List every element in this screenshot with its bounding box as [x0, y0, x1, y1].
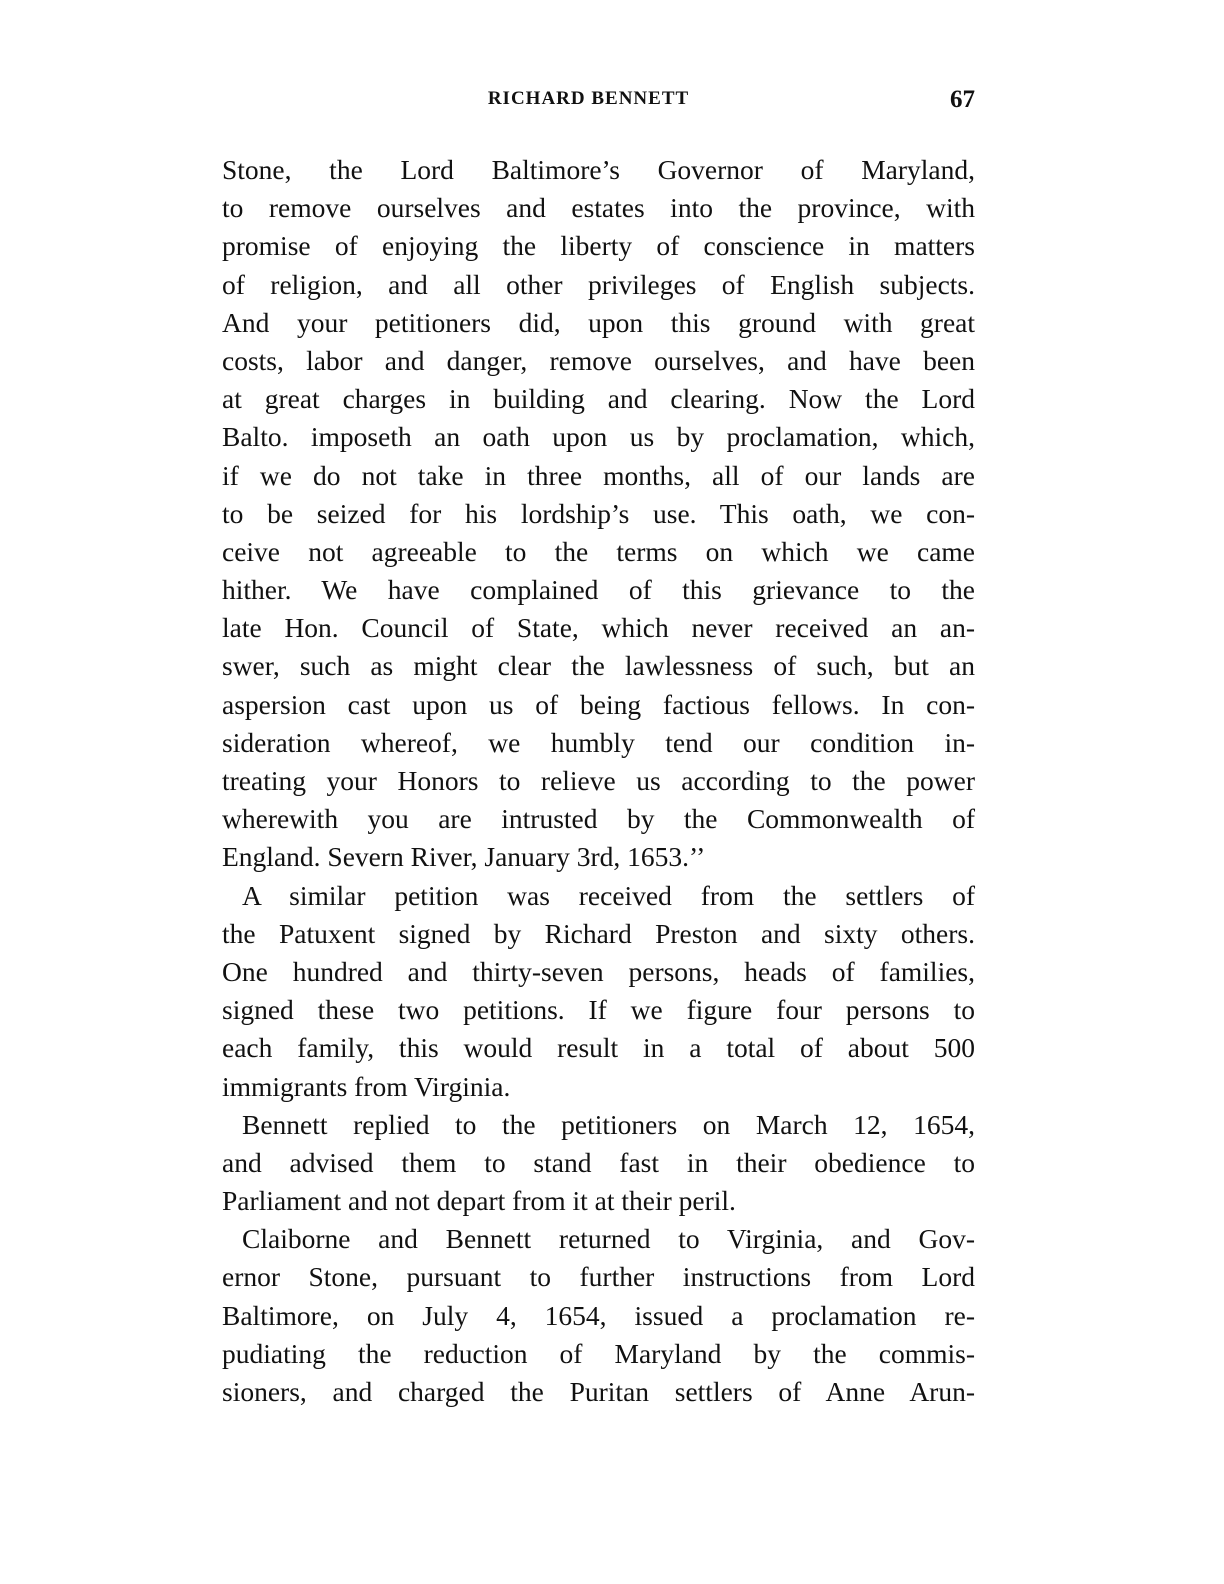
body-text: [222, 151, 975, 1411]
text-line: ernor Stone, pursuant to further instructions from Lord: [222, 1261, 975, 1293]
text-line: Parliament and not depart from it at their peril.: [222, 1185, 736, 1217]
paragraph: [222, 1106, 975, 1221]
text-line: Claiborne and Bennett returned to Virginia, and Gov-: [242, 1223, 975, 1255]
page-number: 67: [950, 86, 975, 113]
text-line: pudiating the reduction of Maryland by the commis-: [222, 1337, 975, 1369]
text-line: to remove ourselves and estates into the province, with: [222, 192, 975, 224]
paragraph: [222, 1220, 975, 1411]
text-line: treating your Honors to relieve us according to the power: [222, 765, 975, 796]
text-line: Bennett replied to the petitioners on March 12, 1654,: [242, 1108, 975, 1140]
text-line: hither. We have complained of this grievance to the: [222, 574, 975, 606]
text-line: if we do not take in three months, all of our lands are: [222, 459, 975, 491]
running-head: RICHARD BENNETT: [487, 88, 690, 109]
text-line: aspersion cast upon us of being factious fellows. In con-: [222, 688, 975, 720]
text-line: to be seized for his lordship’s use. This oath, we con-: [222, 497, 975, 529]
text-line: each family, this would result in a total of about 500: [222, 1032, 975, 1064]
text-line: sideration whereof, we humbly tend our condition in-: [222, 726, 975, 758]
text-line: ceive not agreeable to the terms on which we came: [222, 535, 975, 567]
text-line: immigrants from Virginia.: [222, 1070, 511, 1102]
text-line: wherewith you are intrusted by the Commonwealth of: [222, 803, 975, 835]
text-line: the Patuxent signed by Richard Preston and sixty others.: [222, 917, 975, 949]
paragraph: [222, 877, 975, 1106]
text-line: costs, labor and danger, remove ourselves, and have been: [222, 344, 975, 376]
text-line: Stone, the Lord Baltimore’s Governor of Maryland,: [222, 154, 975, 185]
text-line: late Hon. Council of State, which never received an an-: [222, 612, 975, 644]
paragraph: [222, 151, 975, 877]
text-line: of religion, and all other privileges of English subjects.: [222, 268, 975, 300]
text-line: A similar petition was received from the settlers of: [242, 879, 975, 911]
text-line: England. Severn River, January 3rd, 1653.’’: [222, 841, 706, 873]
text-line: and advised them to stand fast in their obedience to: [222, 1146, 975, 1178]
text-line: swer, such as might clear the lawlessness of such, but an: [222, 650, 975, 682]
text-line: One hundred and thirty-seven persons, heads of families,: [222, 955, 975, 987]
page-header: [222, 86, 975, 122]
text-line: Baltimore, on July 4, 1654, issued a proclamation re-: [222, 1299, 975, 1331]
text-line: promise of enjoying the liberty of conscience in matters: [222, 230, 975, 262]
text-line: Balto. imposeth an oath upon us by proclamation, which,: [222, 421, 975, 453]
text-line: signed these two petitions. If we figure four persons to: [222, 994, 975, 1026]
text-line: sioners, and charged the Puritan settlers of Anne Arun-: [222, 1376, 975, 1407]
text-line: at great charges in building and clearing. Now the Lord: [222, 383, 975, 415]
text-line: And your petitioners did, upon this ground with great: [222, 306, 975, 338]
